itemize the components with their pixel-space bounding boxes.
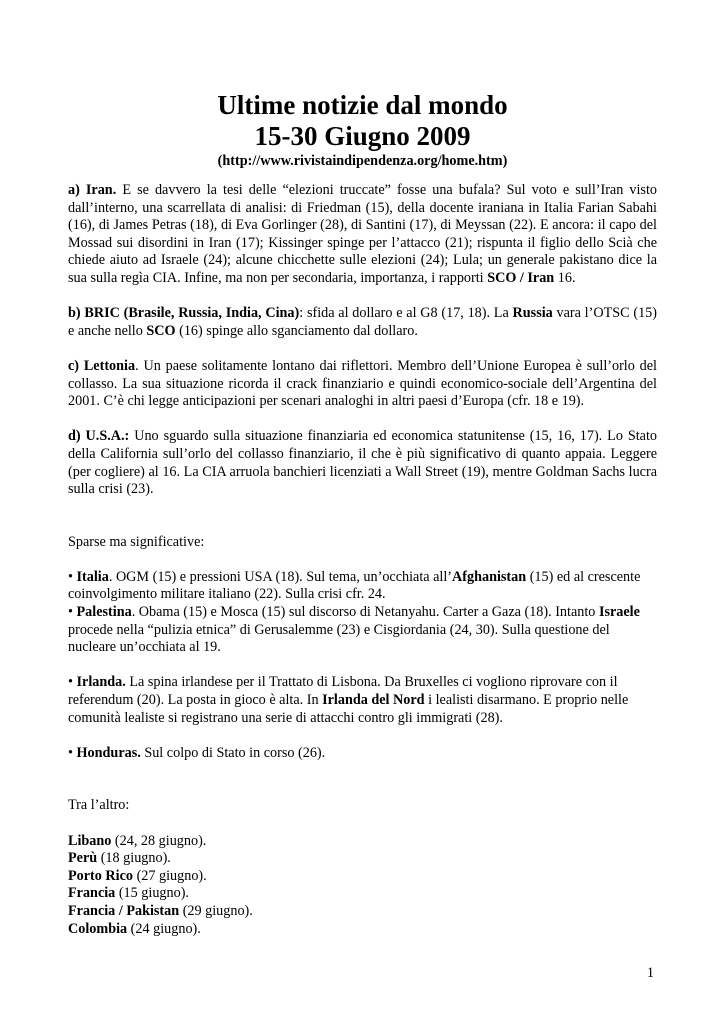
section-usa: d) U.S.A.: Uno sguardo sulla situazione finanziaria ed economica statunitense (15, 16, 17). Lo Stato della California sull’orlo del collasso finanziario, il che è più significativo di quanto appaia. Leggere (per cogliere) al 16. La CIA arruola banchieri licenziati a Wall Street (19), mentre Goldman Sachs lucra sulla crisi (23). — [68, 428, 657, 498]
section-iran-label: a) Iran. — [68, 182, 117, 198]
sparse-item-honduras: • Honduras. Sul colpo di Stato in corso (26). — [68, 744, 326, 761]
sparse-item-italia: • Italia. OGM (15) e pressioni USA (18). Sul tema, un’occhiata all’Afghanistan (15) ed al crescente coinvolgimento militare italiano (22). Sulla crisi cfr. 24. — [68, 568, 641, 603]
section-lettonia-label: c) Lettonia — [68, 357, 136, 374]
list-item: Francia / Pakistan (29 giugno). — [68, 902, 253, 919]
document-page — [68, 90, 657, 938]
list-item: Libano (24, 28 giugno). — [68, 832, 207, 849]
sparse-item-irlanda: • Irlanda. La spina irlandese per il Trattato di Lisbona. Da Bruxelles ci vogliono riprovare con il referendum (20). La posta in gioco è alta. In Irlanda del Nord i lealisti disarmano. E proprio nelle comunità lealiste si registrano una serie di attacchi contro gli immigrati (28). — [68, 674, 629, 726]
list-item: Colombia (24 giugno). — [68, 920, 201, 937]
sparse-item-palestina: • Palestina. Obama (15) e Mosca (15) sul discorso di Netanyahu. Carter a Gaza (18). Intanto Israele procede nella “pulizia etnica” di Gerusalemme (23) e Cisgiordania (24, 30). Sulla questione del nucleare un’occhiata al 19. — [68, 604, 640, 656]
list-item: Francia (15 giugno). — [68, 885, 189, 902]
altro-heading: Tra l’altro: — [68, 797, 130, 814]
title-line-2: 15-30 Giugno 2009 — [254, 121, 471, 151]
section-bric: b) BRIC (Brasile, Russia, India, Cina): sfida al dollaro e al G8 (17, 18). La Russia vara l’OTSC (15) e anche nello SCO (16) spinge allo sganciamento dal dollaro. — [68, 305, 658, 339]
page-number: 1 — [646, 965, 654, 981]
section-bric-label: b) BRIC (Brasile, Russia, India, Cina) — [68, 305, 300, 322]
list-item: Perù (18 giugno). — [68, 850, 171, 867]
section-lettonia: c) Lettonia. Un paese solitamente lontano dai riflettori. Membro dell’Unione Europea è sull’orlo del collasso. La sua situazione ricorda il crack finanziario e quindi economico-sociale dell’Argentina del 2001. C’è chi legge anticipazioni per scenari analoghi in altri paesi d’Europa (cfr. 18 e 19). — [68, 357, 657, 410]
sparse-heading: Sparse ma significative: — [68, 533, 205, 550]
list-item: Porto Rico (27 giugno). — [68, 867, 207, 884]
altro-list — [68, 833, 657, 939]
source-url: (http://www.rivistaindipendenza.org/home.htm) — [217, 153, 508, 169]
page-title — [68, 90, 657, 152]
section-usa-label: d) U.S.A.: — [68, 428, 130, 445]
title-line-1: Ultime notizie dal mondo — [217, 90, 508, 120]
section-iran: a) Iran. E se davvero la tesi delle “elezioni truccate” fosse una bufala? Sul voto e sull’Iran visto dall’interno, una scarrellata di analisi: di Friedman (15), della docente iraniana in Italia Farian Sabahi (16), di James Petras (18), di Eva Gorlinger (28), di Santini (17), di Meyssan (22). E ancora: il capo del Mossad sui disordini in Iran (17); Kissinger spinge per l’attacco (21); rispunta il figlio dello Scià che chiede aiuto ad Israele (24); alcune chicchette sulle elezioni (24); Lula; un generale pakistano dice la sua sulla regìa CIA. Infine, ma non per secondaria, importanza, i rapporti SCO / Iran 16. — [68, 182, 657, 286]
